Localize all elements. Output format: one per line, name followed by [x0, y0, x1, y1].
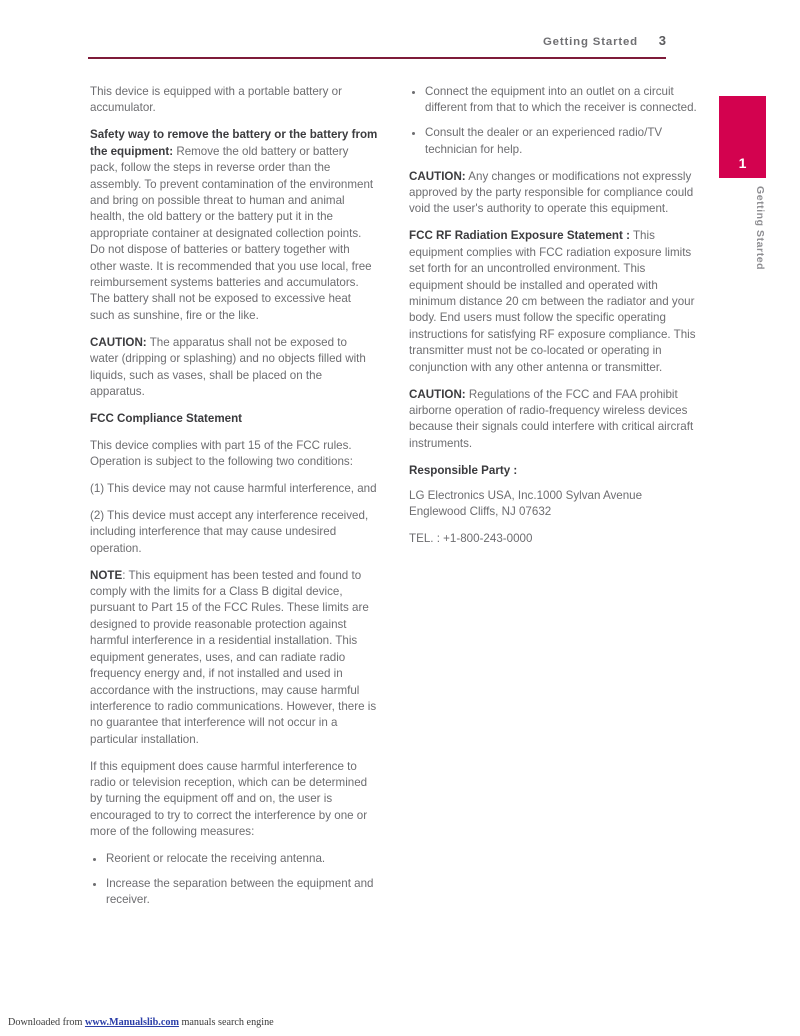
paragraph-telephone: TEL. : +1-800-243-0000 [409, 532, 533, 546]
paragraph-condition-2: (2) This device must accept any interference received, including interference that may cause undesired operation. [90, 508, 369, 555]
list-item [409, 125, 697, 158]
paragraph-condition-1: (1) This device may not cause harmful interference, and [90, 482, 377, 496]
right-bullet-list [409, 84, 697, 158]
chapter-tab [719, 96, 766, 178]
paragraph-battery-intro: This device is equipped with a portable battery or accumulator. [90, 85, 342, 115]
heading-responsible-party: Responsible Party : [409, 463, 518, 477]
safety-removal-lead: Safety way to remove the battery or the battery from the equipment: [90, 128, 378, 158]
running-header [88, 33, 666, 57]
left-bullet-list [90, 851, 378, 909]
chapter-tab-number: 1 [738, 155, 747, 171]
download-footer [8, 1017, 274, 1028]
rf-exposure-body: This equipment complies with FCC radiation exposure limits set forth for an uncontrolled environment. This equipment should be installed and operated with minimum distance 20 cm between the radiator and your body. End users must follow the specific operating instructions for satisfying RF exposure compliance. This transmitter must not be co-located or operating in conjunction with any other antenna or transmitter. [409, 229, 696, 374]
paragraph-safety-removal [90, 127, 378, 324]
paragraph-caution-apparatus [90, 335, 378, 401]
paragraph-rf-exposure [409, 228, 697, 376]
list-item [90, 851, 378, 867]
list-item [409, 84, 697, 117]
chapter-tab-label: Getting Started [754, 186, 766, 271]
left-text-column [90, 84, 378, 919]
caution-apparatus-lead: CAUTION: [90, 335, 147, 349]
heading-fcc-compliance: FCC Compliance Statement [90, 411, 243, 425]
note-lead: NOTE [90, 568, 123, 582]
paragraph-caution-modifications [409, 169, 697, 218]
paragraph-note-classb [90, 568, 378, 748]
safety-removal-body: Remove the old battery or battery pack, follow the steps in reverse order than the assembly. To prevent contamination of the environment and bring on possible threat to human and animal health, the old battery or the battery put it in the appropriate container at designated collection points. Do not dispose of batteries or battery together with other waste. It is recommended that you use local, free reimbursement systems batteries and accumulators. The battery shall not be exposed to excessive heat such as sunshine, fire or the like. [90, 144, 374, 322]
footer-prefix: Downloaded from [8, 1017, 85, 1028]
paragraph-part15: This device complies with part 15 of the FCC rules. Operation is subject to the following two conditions: [90, 438, 353, 469]
list-item [90, 876, 378, 909]
bullet-dot-icon [412, 132, 415, 135]
right-text-column [409, 84, 697, 548]
caution-modifications-lead: CAUTION: [409, 169, 466, 183]
caution-airborne-body: Regulations of the FCC and FAA prohibit airborne operation of radio-frequency wireless devices because their signals could interfere with critical aircraft instruments. [409, 387, 694, 450]
header-chapter-title: Getting Started [542, 36, 638, 48]
manualslib-link[interactable]: www.Manualslib.com [84, 1017, 179, 1028]
list-item-text: Connect the equipment into an outlet on a circuit different from that to which the receiver is connected. [425, 85, 697, 115]
bullet-dot-icon [412, 91, 415, 94]
caution-airborne-lead: CAUTION: [409, 387, 466, 401]
bullet-dot-icon [93, 883, 96, 886]
page-number: 3 [658, 33, 666, 48]
list-item-text: Increase the separation between the equipment and receiver. [106, 877, 374, 907]
note-body: : This equipment has been tested and found to comply with the limits for a Class B digital device, pursuant to Part 15 of the FCC Rules. These limits are designed to provide reasonable protection against harmful interference in a residential installation. This equipment generates, uses, and can radiate radio frequency energy and, if not installed and used in accordance with the instructions, may cause harmful interference to radio communications. However, there is no guarantee that interference will not occur in a particular installation. [90, 568, 377, 746]
footer-suffix: manuals search engine [178, 1017, 274, 1028]
caution-apparatus-body: The apparatus shall not be exposed to water (dripping or splashing) and no objects filled with liquids, such as vases, shall be placed on the apparatus. [90, 335, 366, 398]
list-item-text: Reorient or relocate the receiving antenna. [106, 852, 326, 866]
header-rule [88, 57, 666, 59]
bullet-dot-icon [93, 858, 96, 861]
list-item-text: Consult the dealer or an experienced radio/TV technician for help. [425, 126, 663, 156]
paragraph-caution-airborne [409, 387, 697, 453]
caution-modifications-body: Any changes or modifications not expressly approved by the party responsible for compliance could void the user's authority to operate this equipment. [409, 169, 694, 216]
paragraph-company-address: LG Electronics USA, Inc.1000 Sylvan Avenue Englewood Cliffs, NJ 07632 [409, 489, 643, 519]
rf-exposure-lead: FCC RF Radiation Exposure Statement : [409, 229, 630, 243]
paragraph-if-interference: If this equipment does cause harmful interference to radio or television reception, which can be determined by turning the equipment off and on, the user is encouraged to try to correct the interference by one or more of the following measures: [90, 759, 368, 839]
